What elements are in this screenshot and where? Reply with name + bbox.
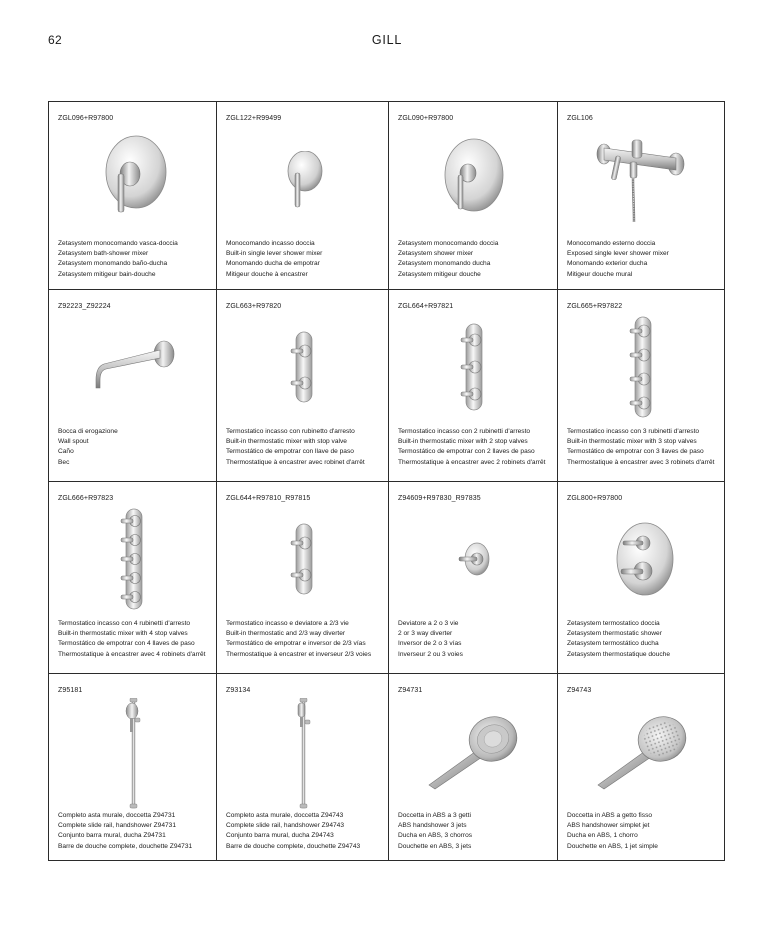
desc-fr: Douchette en ABS, 1 jet simple xyxy=(567,842,658,850)
product-code: ZGL106 xyxy=(567,115,593,122)
round-plate-shower-mixer-icon xyxy=(389,124,557,234)
desc-fr: Thermostatique à encastrer avec 2 robinets d'arrêt xyxy=(398,458,546,466)
desc-it: Termostatico incasso con 2 rubinetti d'arresto xyxy=(398,428,531,435)
desc-it: Termostatico incasso con 4 rubinetti d'arresto xyxy=(58,620,191,627)
product-card xyxy=(558,290,726,481)
desc-en: Complete slide rail, handshower Z94743 xyxy=(226,822,345,830)
slide-rail-kit-icon xyxy=(49,696,216,812)
desc-en: Zetasystem thermostatic shower xyxy=(567,630,662,638)
product-card xyxy=(389,102,557,289)
slide-rail-kit-simple-icon xyxy=(217,696,388,812)
product-code: ZGL096+R97800 xyxy=(58,115,114,122)
product-code: ZGL800+R97800 xyxy=(567,495,623,502)
product-card xyxy=(558,674,726,861)
product-code: Z94609+R97830_R97835 xyxy=(398,495,481,502)
product-code: ZGL664+R97821 xyxy=(398,303,454,310)
thermostatic-3-valves-icon xyxy=(558,312,726,422)
desc-en: Zetasystem shower mixer xyxy=(398,250,474,258)
desc-en: Zetasystem bath-shower mixer xyxy=(58,250,149,258)
exposed-shower-mixer-icon xyxy=(558,124,726,234)
desc-fr: Bec xyxy=(58,458,70,466)
desc-es: Zetasystem termostático ducha xyxy=(567,640,659,648)
desc-it: Zetasystem termostatico doccia xyxy=(567,620,660,627)
desc-es: Zetasystem monomando ducha xyxy=(398,260,491,268)
desc-fr: Thermostatique à encastrer avec 3 robinets d'arrêt xyxy=(567,458,715,466)
desc-it: Monocomando incasso doccia xyxy=(226,240,315,247)
desc-it: Completo asta murale, doccetta Z94743 xyxy=(226,812,344,819)
diverter-knob-icon xyxy=(389,504,557,614)
product-code: ZGL122+R99499 xyxy=(226,115,282,122)
desc-es: Termostático de empotrar e inversor de 2/3 vías xyxy=(226,640,366,648)
desc-it: Termostatico incasso con rubinetto d'arresto xyxy=(226,428,355,435)
desc-es: Zetasystem monomando baño-ducha xyxy=(58,260,168,268)
desc-fr: Zetasystem mitigeur douche xyxy=(398,270,481,278)
product-card xyxy=(217,674,388,861)
desc-en: ABS handshower simplet jet xyxy=(567,822,650,830)
desc-es: Termostático de empotrar con llave de paso xyxy=(226,448,354,456)
round-plate-mixer-icon xyxy=(49,124,216,234)
desc-en: Wall spout xyxy=(58,438,89,446)
desc-en: 2 or 3 way diverter xyxy=(398,630,453,638)
round-thermostatic-icon xyxy=(558,504,726,614)
product-card xyxy=(217,102,388,289)
product-code: Z94731 xyxy=(398,687,423,694)
product-code: ZGL666+R97823 xyxy=(58,495,114,502)
desc-en: Built-in thermostatic mixer with stop valve xyxy=(226,438,347,446)
product-code: Z92223_Z92224 xyxy=(58,303,111,310)
product-card xyxy=(389,674,557,861)
desc-fr: Barre de douche complete, douchette Z94743 xyxy=(226,842,361,850)
desc-fr: Thermostatique à encastrer et inverseur 2/3 voies xyxy=(226,650,372,658)
desc-it: Zetasystem monocomando vasca-doccia xyxy=(58,240,178,247)
desc-en: Complete slide rail, handshower Z94731 xyxy=(58,822,177,830)
product-card xyxy=(217,482,388,673)
thermostatic-2-valves-icon xyxy=(389,312,557,422)
product-card xyxy=(49,674,216,861)
desc-fr: Zetasystem thermostatique douche xyxy=(567,650,670,658)
desc-es: Monomando ducha de empotrar xyxy=(226,260,320,268)
desc-en: Exposed single lever shower mixer xyxy=(567,250,669,258)
desc-en: Built-in thermostatic and 2/3 way diverter xyxy=(226,630,346,638)
desc-en: ABS handshower 3 jets xyxy=(398,822,467,830)
desc-it: Deviatore a 2 o 3 vie xyxy=(398,620,459,627)
product-card xyxy=(217,290,388,481)
desc-fr: Thermostatique à encastrer avec robinet d'arrêt xyxy=(226,458,365,466)
desc-es: Caño xyxy=(58,448,74,456)
desc-it: Zetasystem monocomando doccia xyxy=(398,240,499,247)
desc-fr: Mitigeur douche à encastrer xyxy=(226,270,308,278)
desc-es: Monomando exterior ducha xyxy=(567,260,648,268)
desc-es: Conjunto barra mural, ducha Z94743 xyxy=(226,832,334,840)
product-grid xyxy=(48,101,725,861)
desc-fr: Barre de douche complete, douchette Z94731 xyxy=(58,842,193,850)
product-code: ZGL090+R97800 xyxy=(398,115,454,122)
handshower-3-jets-icon xyxy=(389,696,557,806)
desc-es: Termostático de empotrar con 3 llaves de paso xyxy=(567,448,704,456)
product-card xyxy=(389,482,557,673)
product-code: Z95181 xyxy=(58,687,83,694)
desc-en: Built-in thermostatic mixer with 3 stop valves xyxy=(567,438,697,446)
product-card xyxy=(49,482,216,673)
product-card xyxy=(558,102,726,289)
desc-fr: Inverseur 2 ou 3 voies xyxy=(398,650,463,658)
desc-it: Doccetta in ABS a getto fisso xyxy=(567,812,653,819)
desc-fr: Mitigeur douche mural xyxy=(567,270,633,278)
desc-it: Completo asta murale, doccetta Z94731 xyxy=(58,812,176,819)
brand-title: GILL xyxy=(371,33,403,47)
desc-es: Ducha en ABS, 1 chorro xyxy=(567,832,638,840)
small-round-plate-mixer-icon xyxy=(217,124,388,234)
desc-fr: Thermostatique à encastrer avec 4 robinets d'arrêt xyxy=(58,650,206,658)
desc-it: Monocomando esterno doccia xyxy=(567,240,656,247)
page-number: 62 xyxy=(48,33,62,47)
product-code: ZGL665+R97822 xyxy=(567,303,623,310)
thermostatic-diverter-icon xyxy=(217,504,388,614)
product-code: ZGL663+R97820 xyxy=(226,303,282,310)
product-card xyxy=(49,290,216,481)
desc-es: Conjunto barra mural, ducha Z94731 xyxy=(58,832,166,840)
desc-fr: Zetasystem mitigeur bain-douche xyxy=(58,270,156,278)
product-code: ZGL644+R97810_R97815 xyxy=(226,495,311,502)
desc-en: Built-in thermostatic mixer with 2 stop valves xyxy=(398,438,528,446)
thermostatic-1-valve-icon xyxy=(217,312,388,422)
desc-es: Termostático de empotrar con 4 llaves de paso xyxy=(58,640,195,648)
desc-es: Ducha en ABS, 3 chorros xyxy=(398,832,473,840)
desc-es: Termostático de empotrar con 2 llaves de paso xyxy=(398,448,535,456)
desc-fr: Douchette en ABS, 3 jets xyxy=(398,842,472,850)
desc-en: Built-in thermostatic mixer with 4 stop valves xyxy=(58,630,188,638)
wall-spout-icon xyxy=(49,312,216,422)
product-code: Z94743 xyxy=(567,687,592,694)
desc-es: Inversor de 2 o 3 vías xyxy=(398,640,462,648)
desc-it: Bocca di erogazione xyxy=(58,428,118,435)
thermostatic-4-valves-icon xyxy=(49,504,216,614)
desc-it: Termostatico incasso e deviatore a 2/3 vie xyxy=(226,620,349,627)
desc-it: Doccetta in ABS a 3 getti xyxy=(398,812,471,819)
desc-en: Built-in single lever shower mixer xyxy=(226,250,323,258)
desc-it: Termostatico incasso con 3 rubinetti d'arresto xyxy=(567,428,700,435)
product-card xyxy=(558,482,726,673)
handshower-1-jet-icon xyxy=(558,696,726,806)
product-card xyxy=(49,102,216,289)
product-code: Z93134 xyxy=(226,687,251,694)
product-card xyxy=(389,290,557,481)
